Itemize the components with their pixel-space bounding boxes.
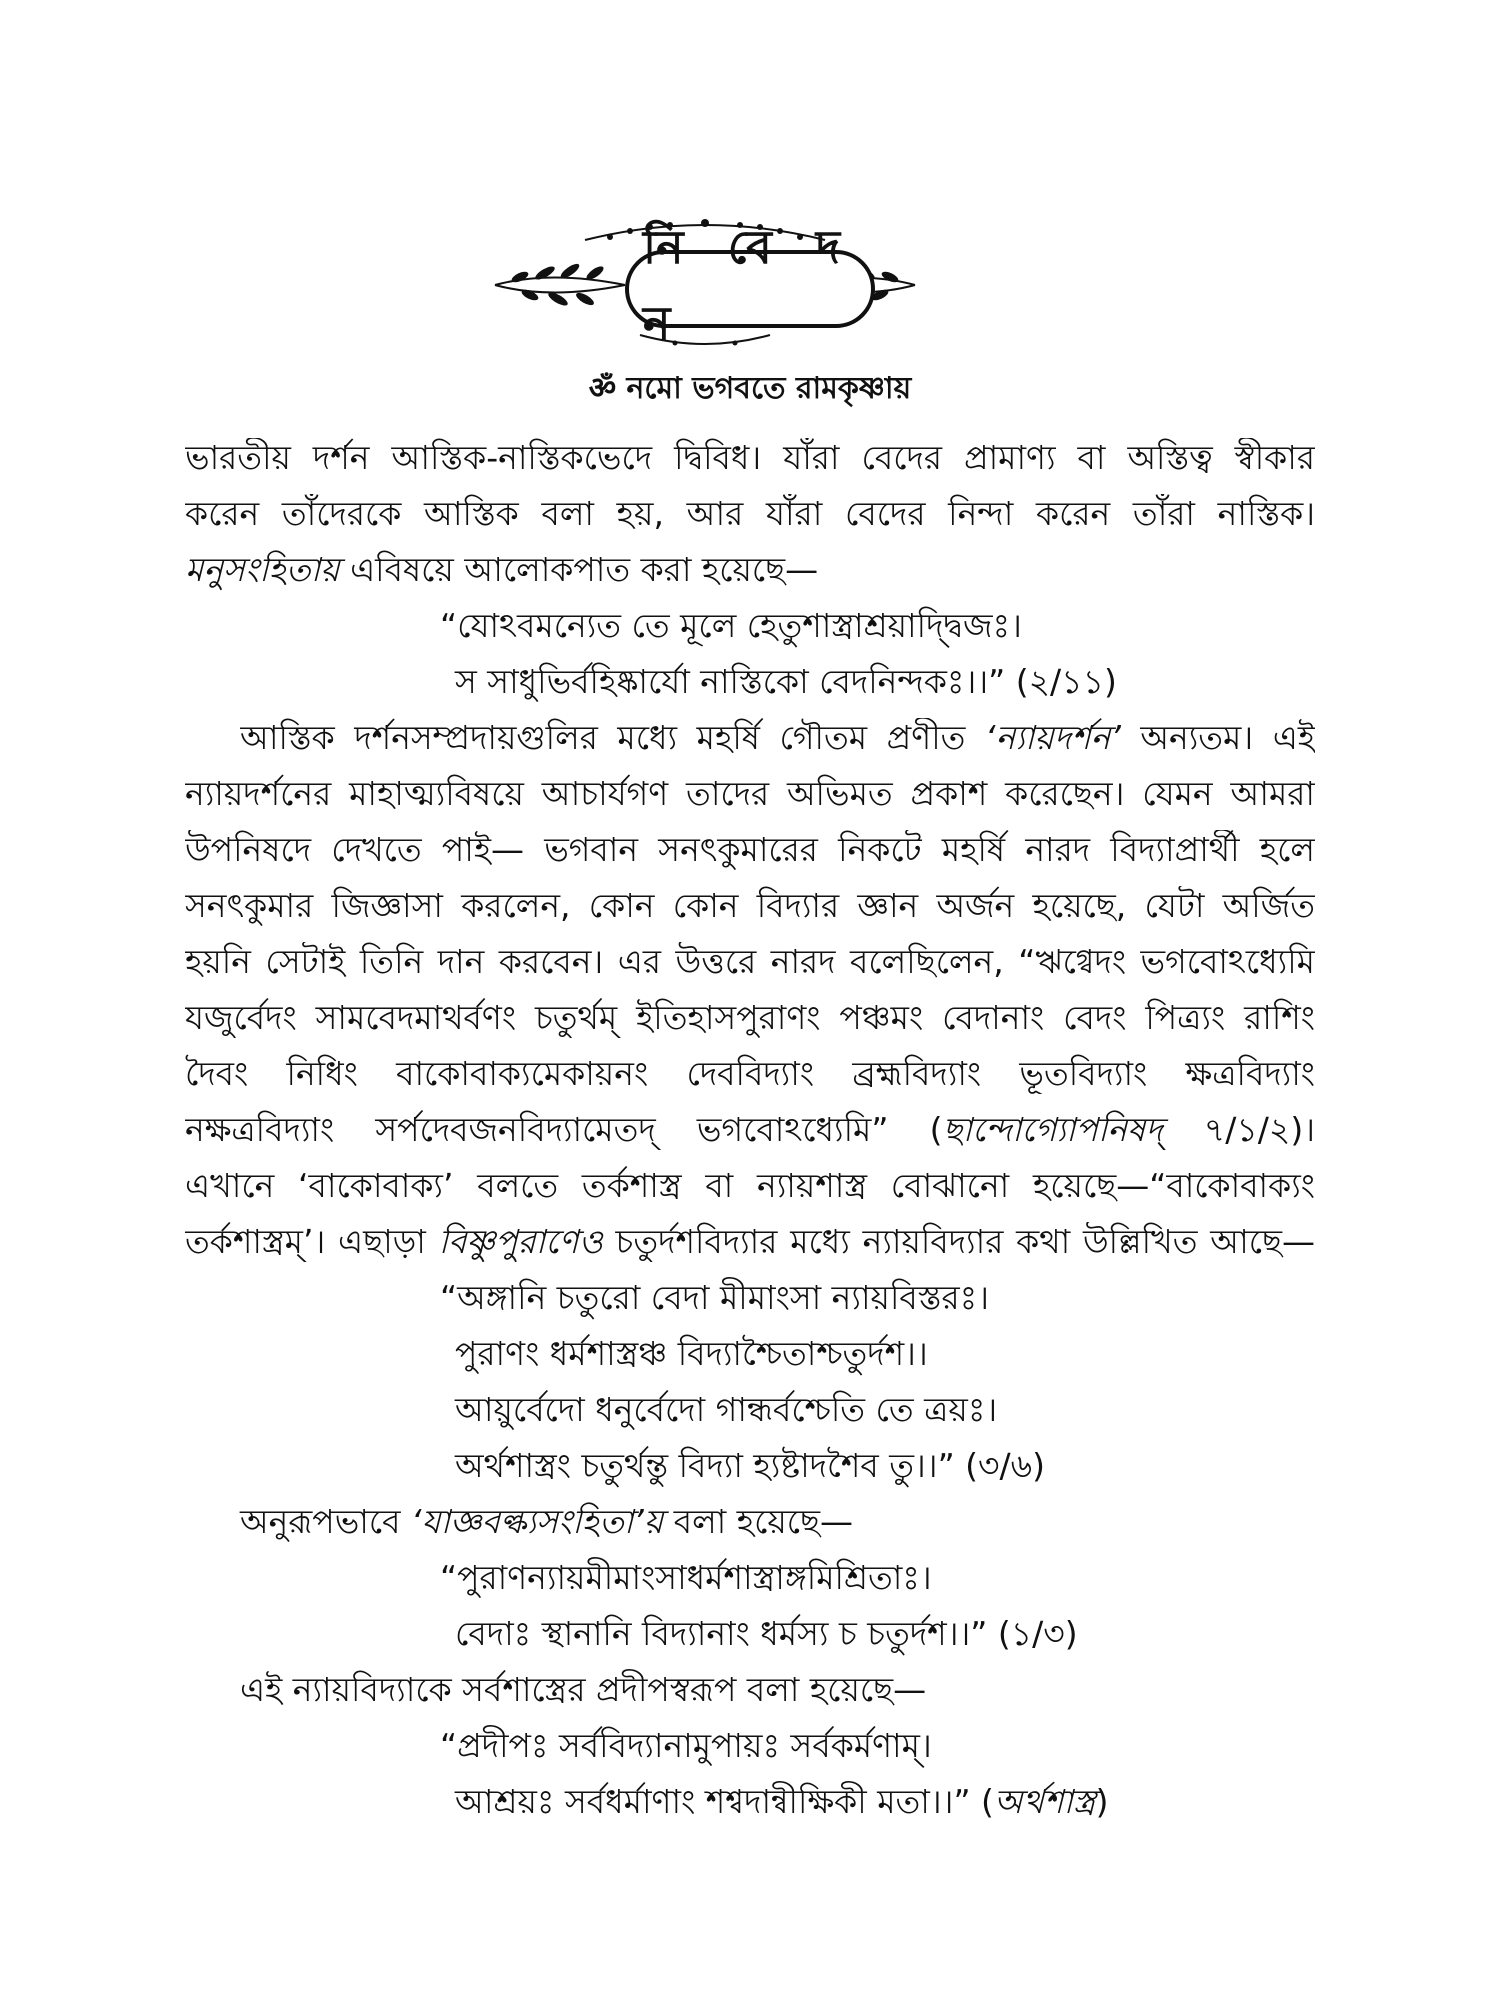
italic-term: ‘যাজ্ঞবল্ক্যসংহিতা’য় [410, 1502, 664, 1541]
paragraph-line: করেন তাঁদেরকে আস্তিক বলা হয়, আর যাঁরা বেদের নিন্দা করেন তাঁরা নাস্তিক। [185, 494, 1315, 533]
paragraph-text: এবিষয়ে আলোকপাত করা হয়েছে— [339, 550, 819, 589]
verse-text: ) [1095, 1782, 1109, 1821]
invocation: ॐ নমো ভগবতে রামকৃষ্ণায় [588, 371, 912, 406]
title-box [625, 220, 875, 350]
paragraph-text: ৭/১/২)। [1162, 1110, 1315, 1149]
italic-term: ছান্দোগ্যোপনিষদ্ [942, 1110, 1163, 1149]
verse-line [455, 1782, 1109, 1822]
paragraph-text: আস্তিক দর্শনসম্প্রদায়গুলির মধ্যে মহর্ষি গৌতম প্রণীত [240, 718, 986, 757]
verse-line: আয়ুর্বেদো ধনুর্বেদো গান্ধর্বশ্চেতি তে ত্রয়ঃ। [455, 1390, 998, 1429]
verse-line: স সাধুভির্বহিষ্কার্যো নাস্তিকো বেদনিন্দকঃ।।” (২/১১) [455, 662, 1117, 701]
verse-line: “প্রদীপঃ সর্ববিদ্যানামুপায়ঃ সর্বকর্মণাম্। [440, 1726, 932, 1765]
paragraph-line: যজুর্বেদং সামবেদমাথর্বণং চতুর্থম্ ইতিহাসপুরাণং পঞ্চমং বেদানাং বেদং পিত্র্যং রাশিং [185, 998, 1315, 1037]
paragraph-text: তর্কশাস্ত্রম্’। এছাড়া [185, 1222, 439, 1261]
paragraph-line: ভারতীয় দর্শন আস্তিক-নাস্তিকভেদে দ্বিবিধ। যাঁরা বেদের প্রামাণ্য বা অস্তিত্ব স্বীকার [185, 438, 1315, 477]
paragraph-line: দৈবং নিধিং বাকোবাক্যমেকায়নং দেববিদ্যাং ব্রহ্মবিদ্যাং ভূতবিদ্যাং ক্ষত্রবিদ্যাং [185, 1054, 1315, 1093]
paragraph-line: এখানে ‘বাকোবাক্য’ বলতে তর্কশাস্ত্র বা ন্যায়শাস্ত্র বোঝানো হয়েছে—“বাকোবাক্যং [185, 1166, 1315, 1205]
verse-line: বেদাঃ স্থানানি বিদ্যানাং ধর্মস্য চ চতুর্দশ।।” (১/৩) [455, 1614, 1078, 1653]
verse-line: “পুরাণন্যায়মীমাংসাধর্মশাস্ত্রাঙ্গমিশ্রিতাঃ। [440, 1558, 932, 1597]
italic-term: মনুসংহিতায় [185, 550, 340, 589]
paragraph-text: অন্যতম। এই [1120, 718, 1315, 757]
paragraph-line: ন্যায়দর্শনের মাহাত্ম্যবিষয়ে আচার্যগণ তাদের অভিমত প্রকাশ করেছেন। যেমন আমরা [185, 774, 1315, 813]
paragraph-text: অনুরূপভাবে [240, 1502, 411, 1541]
verse-line: “অঙ্গানি চতুরো বেদা মীমাংসা ন্যায়বিস্তরঃ। [440, 1278, 990, 1317]
paragraph-text: চতুর্দশবিদ্যার মধ্যে ন্যায়বিদ্যার কথা উল্লিখিত আছে— [602, 1222, 1315, 1261]
verse-line: পুরাণং ধর্মশাস্ত্রঞ্চ বিদ্যাশ্চৈতাশ্চতুর্দশ।। [455, 1334, 928, 1373]
italic-term: বিষ্ণুপুরাণেও [438, 1222, 603, 1261]
paragraph-line [240, 1502, 853, 1542]
paragraph-line: উপনিষদে দেখতে পাই— ভগবান সনৎকুমারের নিকটে মহর্ষি নারদ বিদ্যাপ্রার্থী হলে [185, 830, 1315, 869]
paragraph-text: বলা হয়েছে— [663, 1502, 854, 1541]
italic-term: ‘ন্যায়দর্শন’ [985, 718, 1121, 757]
page-title: নি বে দ ন [643, 220, 855, 350]
paragraph-line: এই ন্যায়বিদ্যাকে সর্বশাস্ত্রের প্রদীপস্বরূপ বলা হয়েছে— [240, 1670, 927, 1709]
verse-text: আশ্রয়ঃ সর্বধর্মাণাং শশ্বদান্বীক্ষিকী মতা।।” ( [455, 1782, 994, 1821]
verse-line: “যোঽবমন্যেত তে মূলে হেতুশাস্ত্রাশ্রয়াদ্দ্বিজঃ। [440, 606, 1022, 645]
italic-term: অর্থশাস্ত্র [993, 1782, 1096, 1821]
paragraph-text: নক্ষত্রবিদ্যাং সর্পদেবজনবিদ্যামেতদ্ ভগবোঽধ্যেমি” ( [185, 1110, 943, 1149]
paragraph-line: হয়নি সেটাই তিনি দান করবেন। এর উত্তরে নারদ বলেছিলেন, “ঋগ্বেদং ভগবোঽধ্যেমি [185, 942, 1315, 981]
paragraph-line: সনৎকুমার জিজ্ঞাসা করলেন, কোন কোন বিদ্যার জ্ঞান অর্জন হয়েছে, যেটা অর্জিত [185, 886, 1315, 925]
verse-line: অর্থশাস্ত্রং চতুর্থন্তু বিদ্যা হ্যষ্টাদশৈব তু।।” (৩/৬) [455, 1446, 1045, 1485]
paragraph-line [185, 1222, 1315, 1262]
paragraph-line [185, 1110, 1315, 1150]
paragraph-line [185, 550, 818, 590]
paragraph-line [240, 718, 1315, 758]
